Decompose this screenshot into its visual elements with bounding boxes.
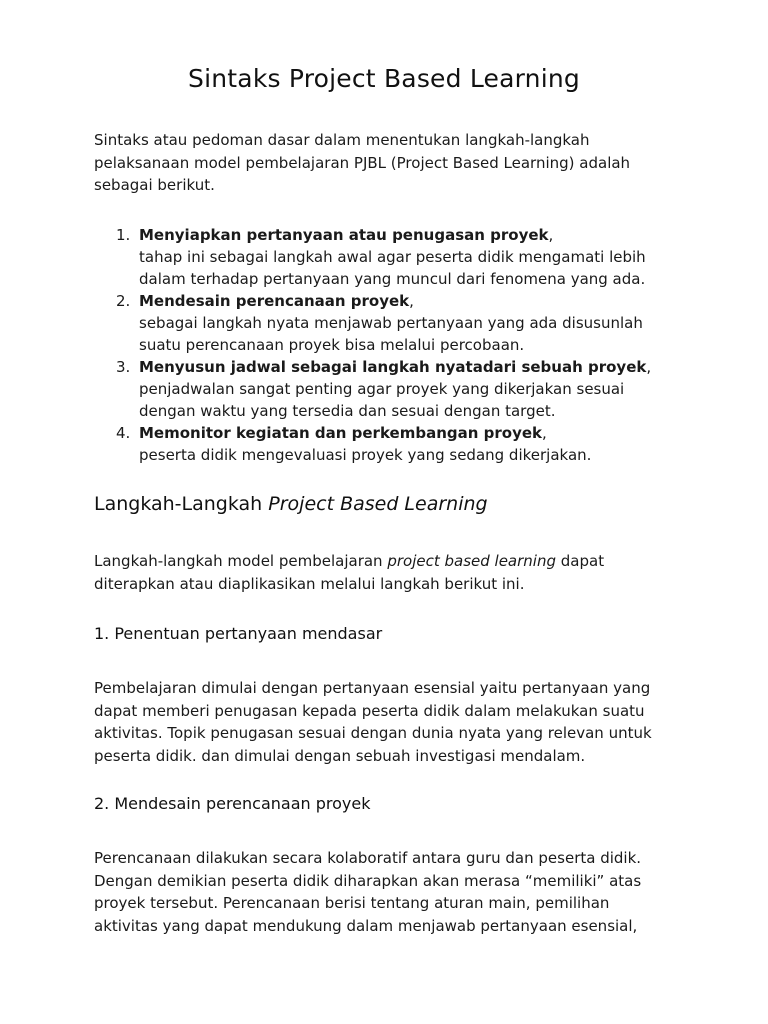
list-item-heading: Memonitor kegiatan dan perkembangan proyek — [139, 424, 543, 442]
section-intro-end: dapat diterapkan atau diaplikasikan melalui langkah berikut ini. — [94, 552, 605, 593]
list-item-description: tahap ini sebagai langkah awal agar peserta didik mengamati lebih dalam terhadap pertanyaan yang muncul dari fenomena yang ada. — [139, 248, 646, 288]
section-heading-italic: Project Based Learning — [268, 493, 488, 515]
intro-paragraph: Sintaks atau pedoman dasar dalam menentukan langkah-langkah pelaksanaan model pembelajaran PJBL (Project Based Learning) adalah sebagai berikut. — [94, 131, 631, 194]
step-1-paragraph: Pembelajaran dimulai dengan pertanyaan esensial yaitu pertanyaan yang dapat memberi penugasan kepada peserta didik dalam melakukan suatu aktivitas. Topik penugasan sesuai dengan dunia nyata yang relevan untuk peserta didik. dan dimulai dengan sebuah investigasi mendalam. — [94, 679, 652, 765]
step-1-heading: 1. Penentuan pertanyaan mendasar — [94, 624, 383, 643]
list-number: 4. — [116, 424, 131, 442]
section-heading — [94, 493, 488, 515]
section-heading-plain: Langkah-Langkah — [94, 493, 269, 515]
list-item — [94, 422, 674, 466]
list-item-description: sebagai langkah nyata menjawab pertanyaan yang ada disusunlah suatu perencanaan proyek bisa melalui percobaan. — [139, 314, 643, 354]
list-item-description: penjadwalan sangat penting agar proyek yang dikerjakan sesuai dengan waktu yang tersedia dan sesuai dengan target. — [139, 380, 625, 420]
list-number: 2. — [116, 292, 131, 310]
list-comma: , — [548, 226, 554, 244]
section-intro-italic: project based learning — [387, 552, 556, 570]
list-item-heading: Mendesain perencanaan proyek — [139, 292, 410, 310]
step-2-paragraph: Perencanaan dilakukan secara kolaboratif antara guru dan peserta didik. Dengan demikian peserta didik diharapkan akan merasa “memiliki” atas proyek tersebut. Perencanaan berisi tentang aturan main, pemilihan aktivitas yang dapat mendukung dalam menjawab pertanyaan esensial, — [94, 849, 642, 935]
page-title: Sintaks Project Based Learning — [188, 64, 580, 93]
list-item-heading: Menyiapkan pertanyaan atau penugasan proyek — [139, 226, 549, 244]
list-item-heading: Menyusun jadwal sebagai langkah nyatadari sebuah proyek — [139, 358, 647, 376]
step-2-heading: 2. Mendesain perencanaan proyek — [94, 794, 371, 813]
list-number: 1. — [116, 226, 131, 244]
list-item-description: peserta didik mengevaluasi proyek yang sedang dikerjakan. — [139, 446, 592, 464]
syntax-list — [94, 224, 674, 466]
list-comma: , — [542, 424, 547, 442]
section-intro-start: Langkah-langkah model pembelajaran — [94, 552, 388, 570]
list-number: 3. — [116, 358, 131, 376]
list-item — [94, 356, 674, 422]
list-item — [94, 224, 674, 290]
list-comma: , — [409, 292, 414, 310]
list-item — [94, 290, 674, 356]
list-comma: , — [646, 358, 652, 376]
section-intro-paragraph — [94, 550, 674, 595]
